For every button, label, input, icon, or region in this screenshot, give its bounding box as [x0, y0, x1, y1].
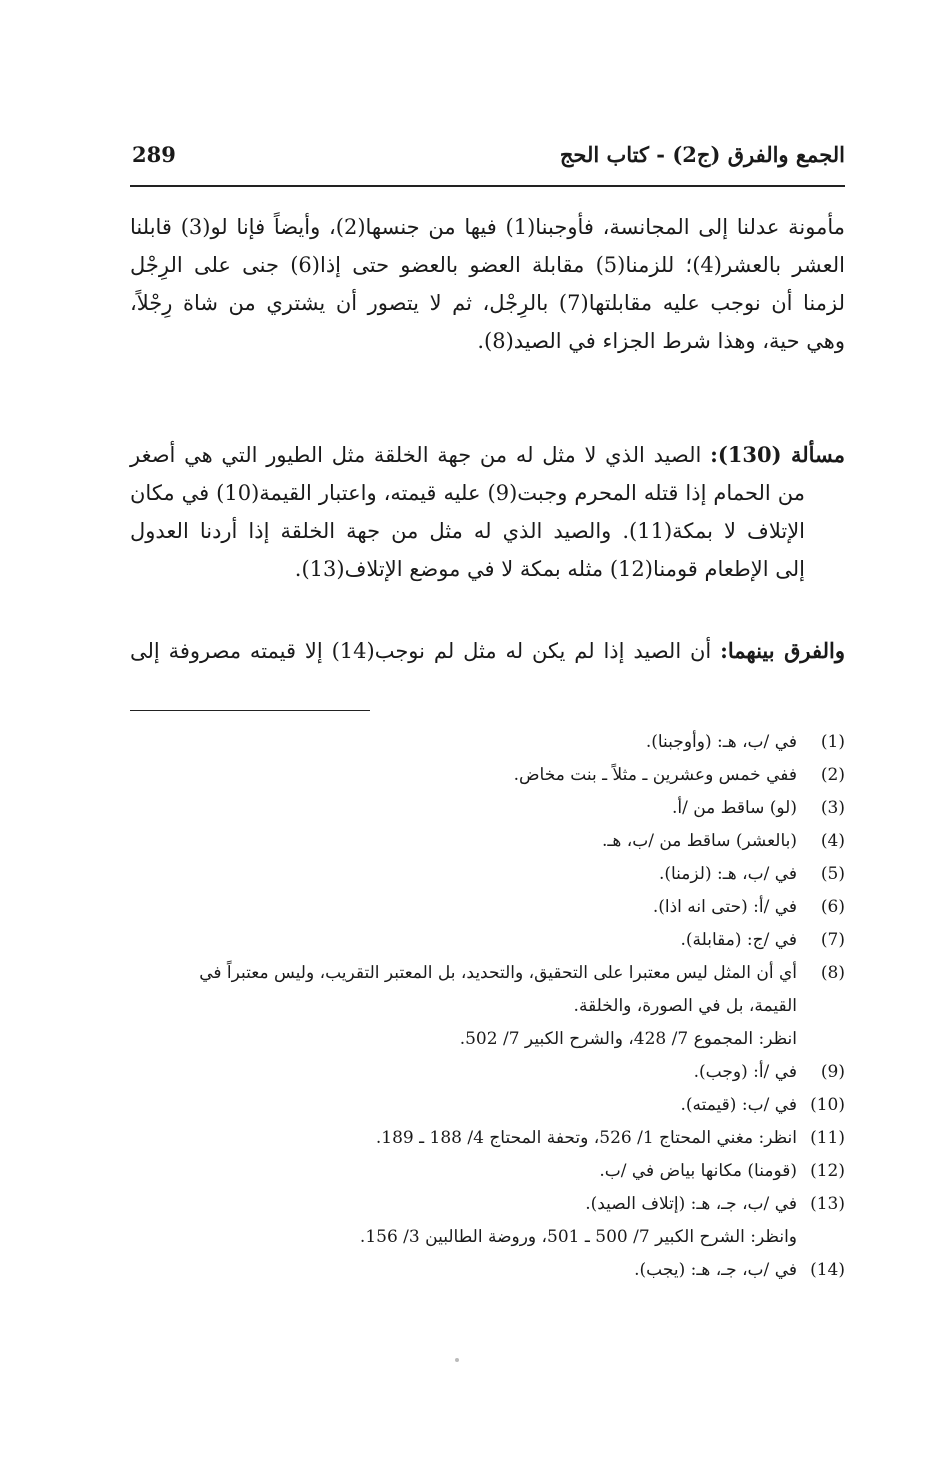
issue-text: الصيد الذي لا مثل له من جهة الخلقة مثل الطيور التي هي أصغر [130, 443, 711, 467]
paragraph-line: مأمونة عدلنا إلى المجانسة، فأوجبنا(1) فيها من جنسها(2)، وأيضاً فإنا لو(3) قابلنا [130, 215, 845, 239]
footnote [130, 1254, 845, 1287]
footnote [130, 1155, 845, 1188]
footnote-text: (بالعشر) ساقط من /ب، هـ. [601, 831, 797, 851]
footnote [130, 891, 845, 924]
footnote [130, 1089, 845, 1122]
footnote-separator [130, 710, 370, 711]
running-header [130, 142, 845, 176]
footnote [130, 726, 845, 759]
footnote-text: في /ج: (مقابلة). [680, 930, 797, 950]
paragraph-line: العشر بالعشر(4)؛ للزمنا(5) مقابلة العضو بالعضو حتى إذا(6) جنى على الرِجْل [130, 253, 845, 277]
footnote-number: (8) [820, 963, 845, 983]
footnote-text: في /أ: (حتى انه اذا). [652, 897, 797, 917]
difference-label: والفرق بينهما: [720, 638, 845, 663]
header-title: الجمع والفرق (ج2) - كتاب الحج [559, 142, 845, 167]
footnote-number: (4) [820, 831, 845, 851]
footnote-number: (9) [820, 1062, 845, 1082]
footnote-number: (12) [810, 1161, 845, 1181]
footnote [130, 759, 845, 792]
footnote-text: في /ب، هـ: (لزمنا). [658, 864, 797, 884]
issue-label: مسألة (130): [710, 442, 845, 467]
footnote-number: (3) [820, 798, 845, 818]
issue-line: من الحمام إذا قتله المحرم وجبت(9) عليه قيمته، واعتبار القيمة(10) في مكان [130, 481, 805, 505]
footnote-number: (1) [820, 732, 845, 752]
footnote-text: في /أ: (وجب). [693, 1062, 797, 1082]
book-page [130, 0, 845, 1477]
footnote [130, 1188, 845, 1221]
footnote-text: (قومنا) مكانها بياض في /ب. [599, 1161, 797, 1181]
issue-line: الإتلاف لا بمكة(11). والصيد الذي له مثل من جهة الخلقة إذا أردنا العدول [130, 519, 805, 543]
footnote-number: (6) [820, 897, 845, 917]
footnote-text: في /ب، جـ، هـ: (يجب). [634, 1260, 797, 1280]
footnote-number: (7) [820, 930, 845, 950]
paragraph-line: لزمنا أن نوجب عليه مقابلتها(7) بالرِجْل، ثم لا يتصور أن يشتري من شاة رِجْلاً، [130, 291, 845, 315]
footnote [130, 1056, 845, 1089]
footnote [130, 957, 845, 990]
header-divider [130, 185, 845, 187]
footnote-text: (لو) ساقط من /أ. [671, 798, 797, 818]
footnote-text: أي أن المثل ليس معتبرا على التحقيق، والتحديد، بل المعتبر التقريب، وليس معتبراً في [199, 963, 797, 983]
paragraph-line: وهي حية، وهذا شرط الجزاء في الصيد(8). [477, 329, 845, 353]
footnote-number: (11) [810, 1128, 845, 1148]
footnote-continuation: انظر: المجموع 7/ 428، والشرح الكبير 7/ 502. [459, 1029, 797, 1049]
footnote [130, 825, 845, 858]
issue-130 [130, 436, 845, 588]
difference-paragraph [130, 632, 845, 670]
issue-first-line [130, 436, 845, 474]
footnote-number: (5) [820, 864, 845, 884]
footnote-number: (2) [820, 765, 845, 785]
footnote [130, 924, 845, 957]
footnotes [130, 726, 845, 1287]
page-number: 289 [132, 142, 176, 167]
footnote [130, 858, 845, 891]
footnote-text: في /ب، هـ: (وأوجبنا). [645, 732, 797, 752]
paragraph-1 [130, 208, 845, 360]
footnote [130, 1122, 845, 1155]
footnote [130, 792, 845, 825]
difference-line [130, 632, 845, 670]
scan-speck [455, 1358, 459, 1362]
issue-line: إلى الإطعام قومنا(12) مثله بمكة لا في موضع الإتلاف(13). [294, 557, 805, 581]
footnote-continuation: وانظر: الشرح الكبير 7/ 500 ـ 501، وروضة الطالبين 3/ 156. [359, 1227, 797, 1247]
footnote-text: انظر: مغني المحتاج 1/ 526، وتحفة المحتاج 4/ 188 ـ 189. [375, 1128, 797, 1148]
footnote-text: في /ب: (قيمته). [680, 1095, 797, 1115]
difference-text: أن الصيد إذا لم يكن له مثل لم نوجب(14) إلا قيمته مصروفة إلى [130, 639, 721, 663]
footnote-text: في /ب، جـ، هـ: (إتلاف الصيد). [585, 1194, 797, 1214]
footnote-continuation: القيمة، بل في الصورة، والخلقة. [573, 996, 797, 1016]
footnote-number: (14) [810, 1260, 845, 1280]
footnote-number: (10) [810, 1095, 845, 1115]
footnote-number: (13) [810, 1194, 845, 1214]
footnote-text: ففي خمس وعشرين ـ مثلاً ـ بنت مخاض. [513, 765, 797, 785]
